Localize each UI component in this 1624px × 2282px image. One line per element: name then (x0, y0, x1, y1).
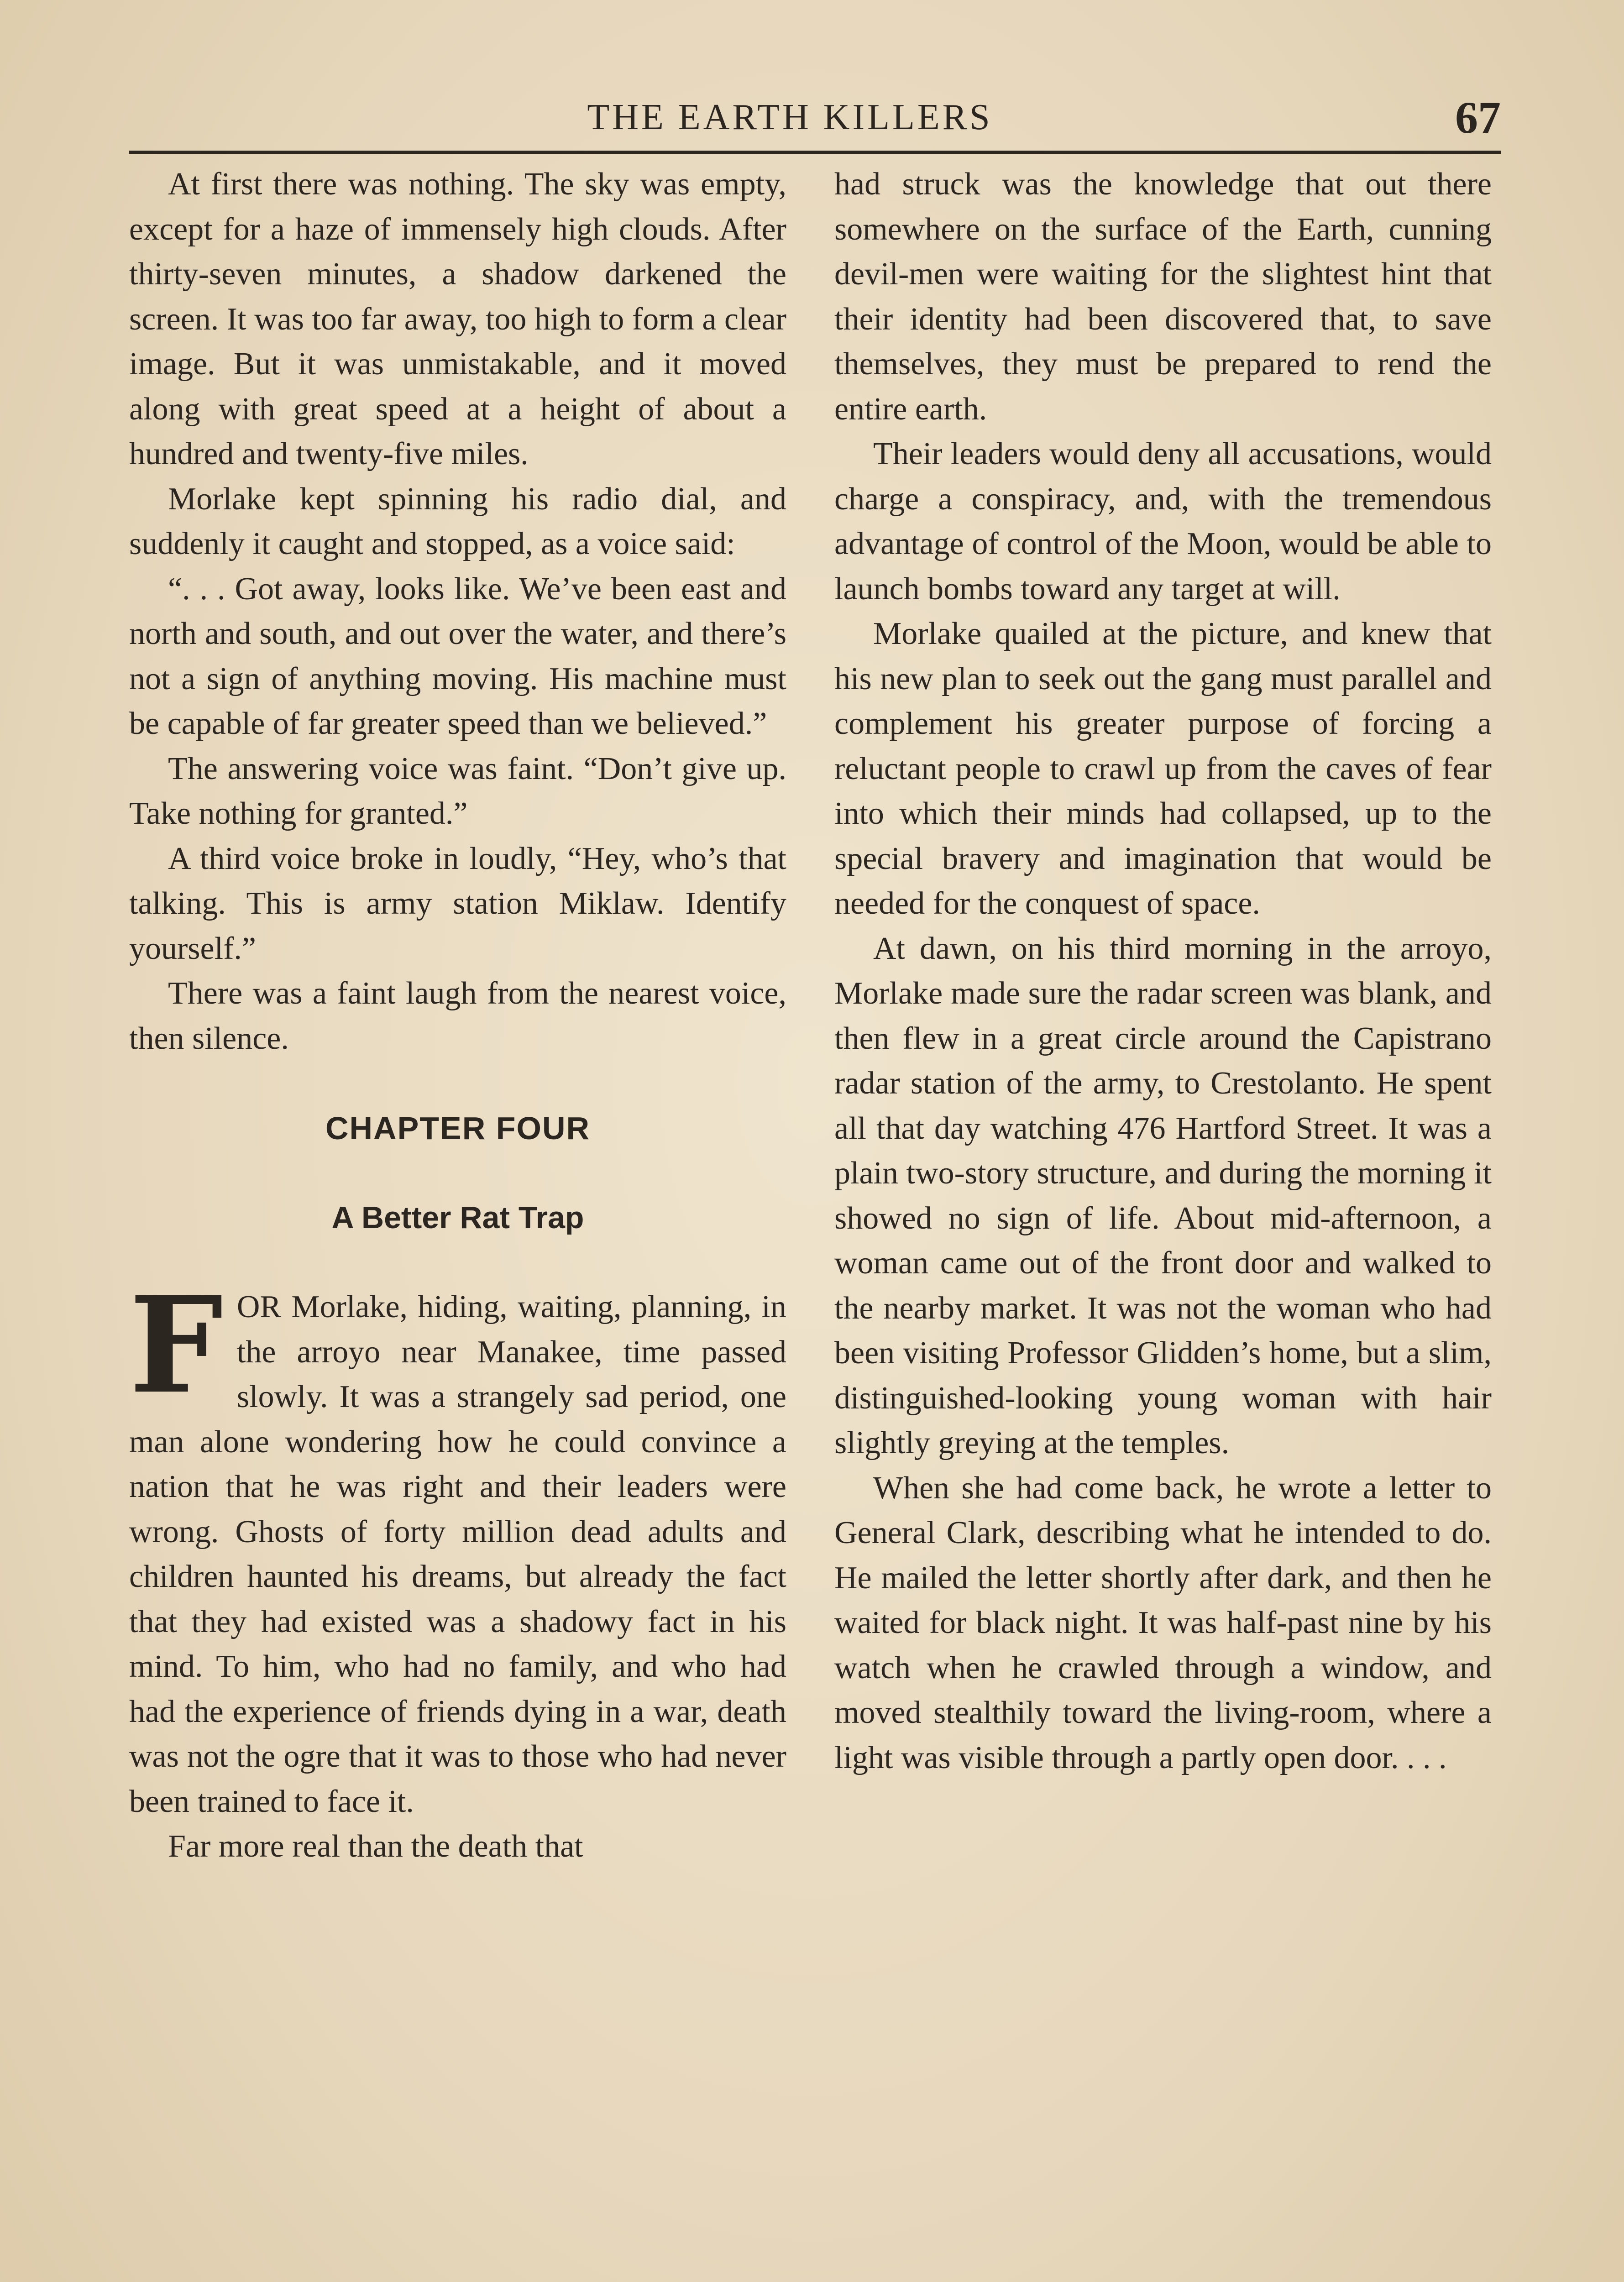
chapter-opening-paragraph (129, 1268, 786, 1824)
paragraph: Their leaders would deny all accusations, would charge a conspiracy, and, with the tremendous advantage of control of the Moon, would be able to launch bombs toward any target at will. (834, 436, 1492, 607)
paragraph: “. . . Got away, looks like. We’ve been east and north and south, and out over the water, and there’s not a sign of anything moving. His machine must be capable of far greater speed than we believed.” (129, 571, 786, 741)
paragraph: The answering voice was faint. “Don’t give up. Take nothing for granted.” (129, 751, 786, 831)
right-column (834, 162, 1492, 1780)
running-header (129, 91, 1501, 154)
left-column (129, 162, 786, 1869)
chapter-title: CHAPTER FOUR (325, 1110, 591, 1146)
paragraph: Far more real than the death that (168, 1829, 583, 1864)
paragraph: At first there was nothing. The sky was empty, except for a haze of immensely high clouds. After thirty-seven minutes, a shadow darkened the screen. It was too far away, too high to form a clear image. But it was unmistakable, and it moved along with great speed at a height of about a hundred and twenty-five miles. (129, 167, 786, 471)
paragraph: Morlake quailed at the picture, and knew that his new plan to seek out the gang must parallel and complement his greater purpose of forcing a reluctant people to crawl up from the caves of fear into which their minds had collapsed, up to the special bravery and imagination that would be needed for the conquest of space. (834, 616, 1492, 921)
paragraph: A third voice broke in loudly, “Hey, who’s that talking. This is army station Miklaw. Identify yourself.” (129, 841, 786, 966)
running-title: THE EARTH KILLERS (587, 97, 993, 137)
drop-cap: F (129, 1268, 223, 1423)
paragraph: When she had come back, he wrote a letter to General Clark, describing what he intended to do. He mailed the letter shortly after dark, and then he waited for black night. It was half-past nine by his watch when he crawled through a window, and moved stealthily toward the living-room, where a light was visible through a partly open door. . . . (834, 1470, 1492, 1775)
page-number: 67 (1455, 92, 1501, 143)
paragraph-text: OR Morlake, hiding, waiting, planning, in the arroyo near Manakee, time passed slowly. It was a strangely sad period, one man alone wondering how he could convince a nation that he was right and their leaders were wrong. Ghosts of forty million dead adults and children haunted his dreams, but already the fact that they had existed was a shadowy fact in his mind. To him, who had no family, and who had had the experience of friends dying in a war, death was not the ogre that it was to those who had never been trained to face it. (129, 1289, 786, 1819)
chapter-subtitle: A Better Rat Trap (331, 1200, 584, 1235)
paragraph: There was a faint laugh from the nearest voice, then silence. (129, 976, 786, 1056)
paragraph: Morlake kept spinning his radio dial, and suddenly it caught and stopped, as a voice said: (129, 481, 786, 561)
paragraph: At dawn, on his third morning in the arroyo, Morlake made sure the radar screen was blank, and then flew in a great circle around the Capistrano radar station of the army, to Crestolanto. He spent all that day watching 476 Hartford Street. It was a plain two-story structure, and during the morning it showed no sign of life. About mid-afternoon, a woman came out of the front door and walked to the nearby market. It was not the woman who had been visiting Professor Glidden’s home, but a slim, distinguished-looking young woman with hair slightly greying at the temples. (834, 931, 1492, 1460)
paragraph: had struck was the knowledge that out there somewhere on the surface of the Earth, cunning devil-men were waiting for the slightest hint that their identity had been discovered that, to save themselves, they must be prepared to rend the entire earth. (834, 167, 1492, 427)
